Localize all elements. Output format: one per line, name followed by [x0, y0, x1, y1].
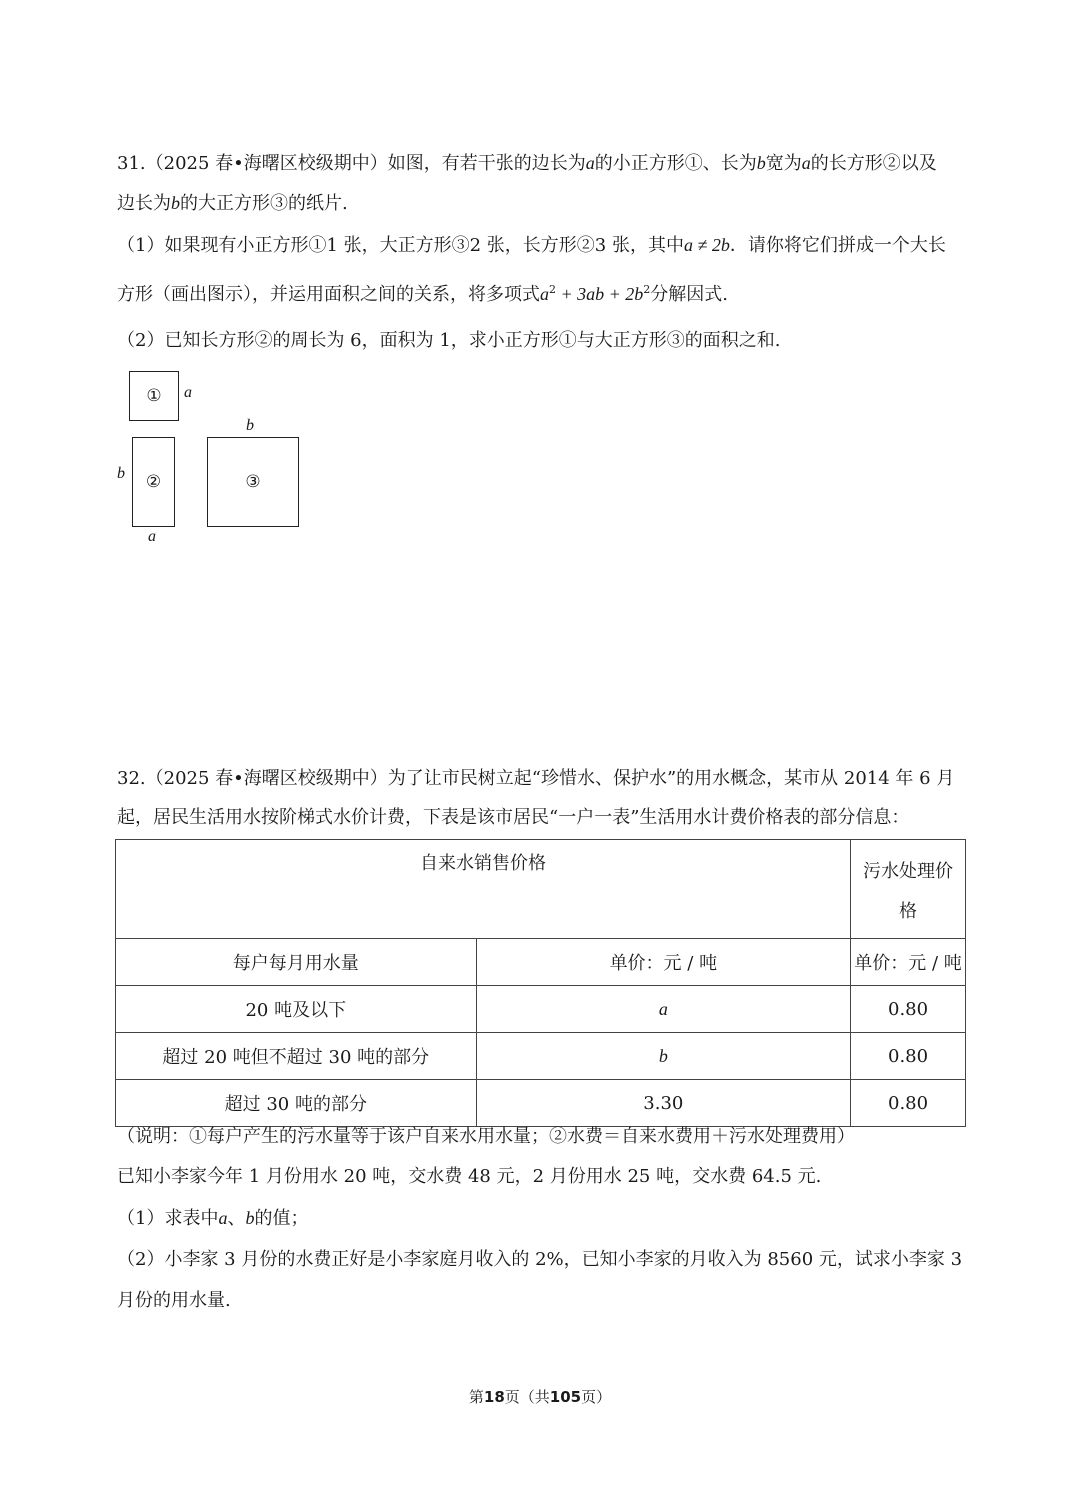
q31-part1-line-1: （1）如果现有小正方形①1 张，大正方形③2 张，长方形②3 张，其中a ≠ 2b．请你将它们拼成一个大长 — [117, 235, 946, 256]
small-square-1: ① — [129, 371, 179, 421]
col-header-usage: 每户每月用水量 — [116, 939, 477, 986]
col-header-unit-price: 单价：元 / 吨 — [476, 939, 851, 986]
q31-part2: （2）已知长方形②的周长为 6，面积为 1，求小正方形①与大正方形③的面积之和. — [117, 330, 781, 351]
big-square-3: ③ — [207, 437, 299, 527]
page-total: 105 — [549, 1388, 582, 1406]
col-header-sewage-unit-price: 单价：元 / 吨 — [851, 939, 966, 986]
page-number: 18 — [483, 1388, 505, 1406]
condition-expression: a ≠ 2b — [683, 235, 730, 255]
shapes-figure — [110, 360, 310, 555]
water-price-table — [115, 839, 966, 1127]
q32-line-2: 起，居民生活用水按阶梯式水价计费，下表是该市居民“一户一表”生活用水计费价格表的部分信息： — [117, 807, 910, 828]
table-row: 超过 30 吨的部分 3.30 0.80 — [116, 1080, 966, 1127]
polynomial: $a^2 + 3ab + 2b^2$ — [540, 283, 651, 304]
label-a-width: a — [148, 528, 156, 545]
rectangle-2: ② — [132, 437, 175, 527]
page-footer: 第18页（共105页） — [468, 1388, 612, 1406]
header-sewage-price: 污水处理价 格 — [851, 840, 966, 939]
table-row: 超过 20 吨但不超过 30 吨的部分 b 0.80 — [116, 1033, 966, 1080]
label-a-side: a — [184, 384, 192, 401]
q32-part2-line-2: 月份的用水量. — [117, 1290, 231, 1311]
q31-part1-line-2: 方形（画出图示），并运用面积之间的关系，将多项式$a^2 + 3ab + 2b^2$分解因式. — [117, 283, 729, 305]
q32-part2-line-1: （2）小李家 3 月份的水费正好是小李家庭月收入的 2%，已知小李家的月收入为 8560 元，试求小李家 3 — [117, 1249, 963, 1270]
q31-line-1: 31.（2025 春•海曙区校级期中）如图，有若干张的边长为a的小正方形①、长为b宽为a的长方形②以及 — [117, 153, 937, 174]
q32-line-1: 32.（2025 春•海曙区校级期中）为了让市民树立起“珍惜水、保护水”的用水概念，某市从 2014 年 6 月 — [117, 768, 955, 789]
table-row: 20 吨及以下 a 0.80 — [116, 986, 966, 1033]
q31-line-2: 边长为b的大正方形③的纸片. — [117, 193, 348, 214]
q32-note: （说明：①每户产生的污水量等于该户自来水用水量；②水费＝自来水费用＋污水处理费用） — [117, 1126, 855, 1147]
header-tap-water-price: 自来水销售价格 — [116, 840, 851, 939]
label-b-top: b — [246, 417, 254, 434]
q32-part1: （1）求表中a、b的值； — [117, 1208, 309, 1229]
label-b-height: b — [117, 465, 125, 482]
q32-given: 已知小李家今年 1 月份用水 20 吨，交水费 48 元，2 月份用水 25 吨，交水费 64.5 元. — [117, 1166, 822, 1187]
